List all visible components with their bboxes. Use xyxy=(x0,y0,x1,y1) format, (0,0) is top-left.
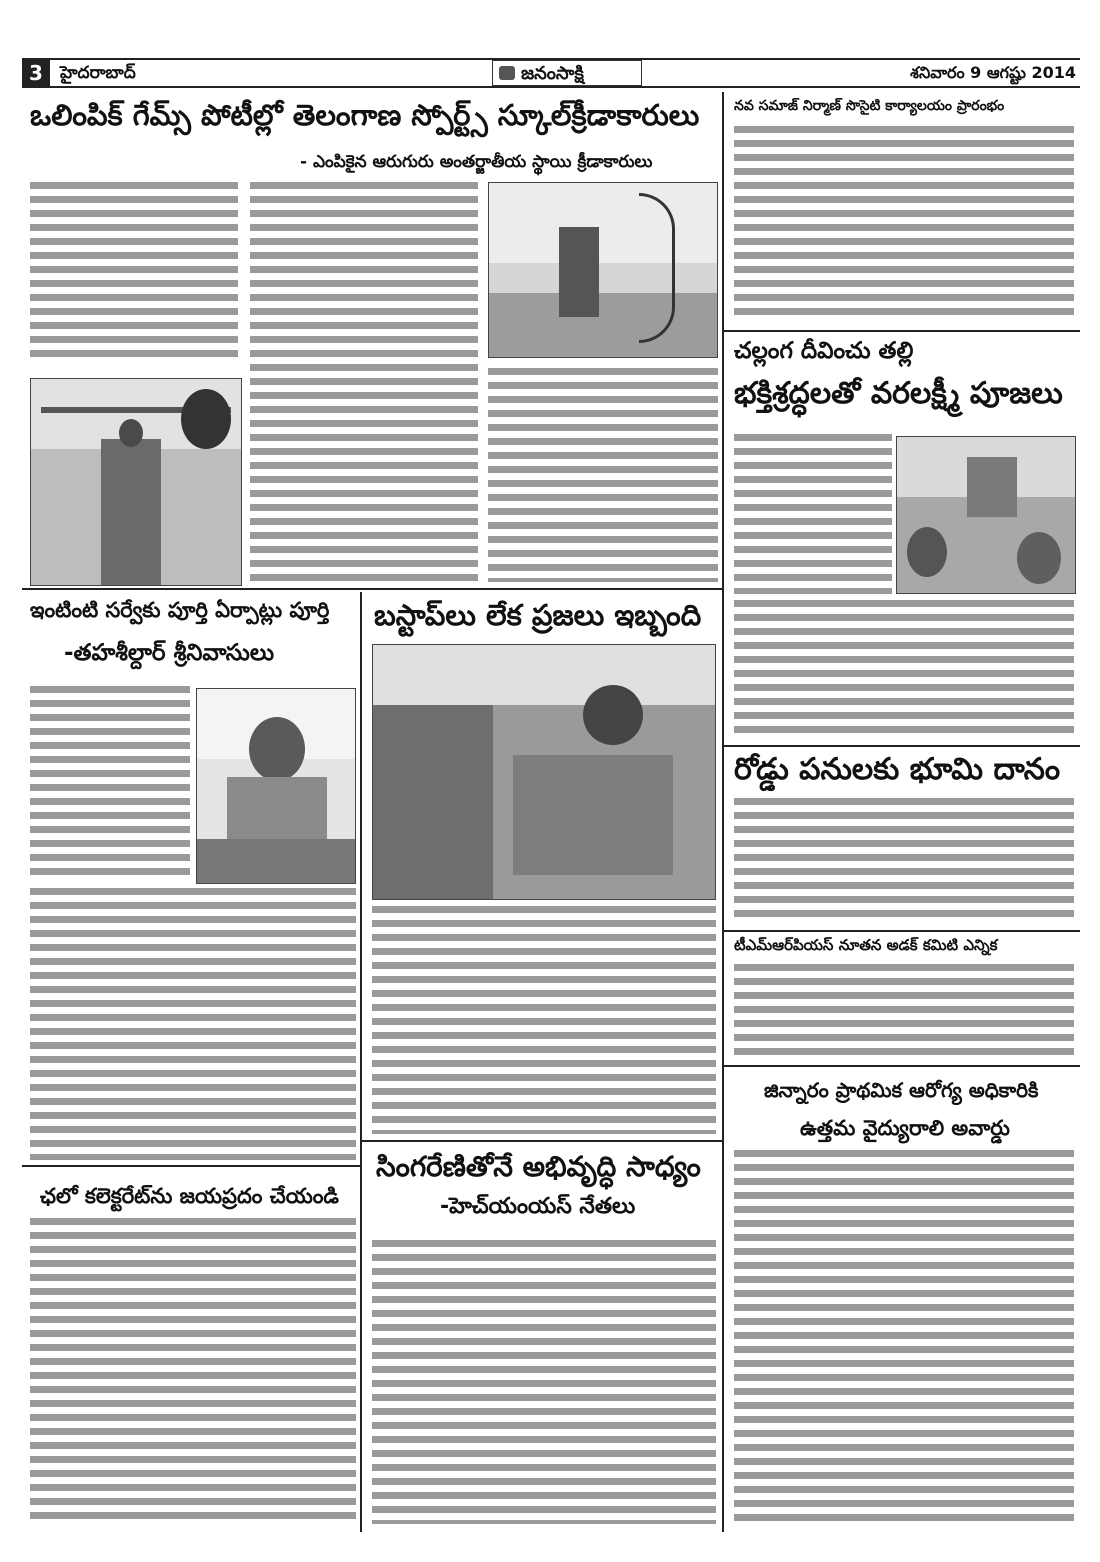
logo-icon xyxy=(499,66,515,80)
headline-olympic: ఒలింపిక్ గేమ్స్ పోటీల్లో తెలంగాణ స్పోర్ట్స్ స్కూల్‌క్రీడాకారులు xyxy=(30,98,700,132)
article-collectorate xyxy=(30,1218,356,1524)
headline-road: రోడ్డు పనులకు భూమి దానం xyxy=(734,752,1061,787)
headline-award-line2: ఉత్తమ వైద్యురాలి అవార్డు xyxy=(800,1116,1010,1140)
headline-survey: ఇంటింటి సర్వేకు పూర్తి ఏర్పాట్లు పూర్తి xyxy=(30,598,330,622)
article-singareni xyxy=(372,1240,716,1524)
headline-collectorate: ఛలో కలెక్టరేట్‌ను జయప్రదం చేయండి xyxy=(40,1184,339,1208)
article-tmrps xyxy=(734,964,1074,1060)
column-divider-left xyxy=(722,92,724,1532)
subheadline-singareni: -హెచ్‌యంయస్ నేతలు xyxy=(440,1194,636,1219)
article-varalakshmi-col1 xyxy=(734,434,892,594)
photo-weightlifter xyxy=(30,378,242,586)
headline-bus-shelter: బస్టాప్‌లు లేక ప్రజలు ఇబ్బంది xyxy=(374,598,702,632)
article-bus-shelter xyxy=(372,906,716,1134)
section-divider-varalakshmi xyxy=(724,745,1080,747)
headline-nava-samaj: నవ సమాజ్ నిర్మాణ్ సొసైటి కార్యాలయం ప్రారంభం xyxy=(734,98,1005,114)
headline-varalakshmi-pre: చల్లంగ దీవించు తల్లి xyxy=(734,338,914,364)
section-divider-tmrps xyxy=(724,1065,1080,1067)
column-divider-middle xyxy=(360,592,362,1532)
photo-varalakshmi-puja xyxy=(896,436,1076,594)
headline-award-line1: జిన్నారం ప్రాథమిక ఆరోగ్య అధికారికి xyxy=(764,1078,1039,1102)
article-varalakshmi-body xyxy=(734,600,1074,738)
issue-date: శనివారం 9 ఆగష్టు 2014 xyxy=(910,63,1076,82)
headline-tmrps: టీఎమ్‌ఆర్‌పియస్ నూతన అడక్ కమిటి ఎన్నిక xyxy=(734,936,998,954)
article-nava-samaj xyxy=(734,126,1074,322)
city-name: హైదరాబాద్ xyxy=(60,63,136,83)
photo-bus-shelter xyxy=(372,644,716,900)
page-number: 3 xyxy=(22,60,50,86)
photo-archer xyxy=(488,182,718,358)
section-divider-bus xyxy=(362,1140,722,1142)
headline-varalakshmi: భక్తిశ్రద్ధలతో వరలక్ష్మీ పూజలు xyxy=(734,376,1063,411)
article-olympic-col1 xyxy=(30,182,238,364)
subheadline-survey: -తహశీల్దార్ శ్రీనివాసులు xyxy=(64,640,275,666)
photo-tahsildar xyxy=(196,688,356,884)
article-award xyxy=(734,1150,1074,1522)
article-survey-body xyxy=(30,888,356,1160)
section-divider-road xyxy=(724,930,1080,932)
article-survey-col1 xyxy=(30,686,190,882)
section-divider-olympic xyxy=(22,588,722,590)
section-divider-survey xyxy=(22,1165,360,1167)
newspaper-name: జనంసాక్షి xyxy=(521,63,584,84)
masthead xyxy=(22,58,1080,88)
article-olympic-col2 xyxy=(250,182,478,582)
newspaper-logo xyxy=(492,60,642,86)
section-divider-navasamaj xyxy=(724,330,1080,332)
article-road xyxy=(734,798,1074,922)
subheadline-olympic: - ఎంపికైన ఆరుగురు అంతర్జాతీయ స్థాయి క్రీడాకారులు xyxy=(300,152,653,172)
article-olympic-col3 xyxy=(488,368,718,582)
headline-singareni: సింగరేణితోనే అభివృద్ధి సాధ్యం xyxy=(376,1150,701,1183)
